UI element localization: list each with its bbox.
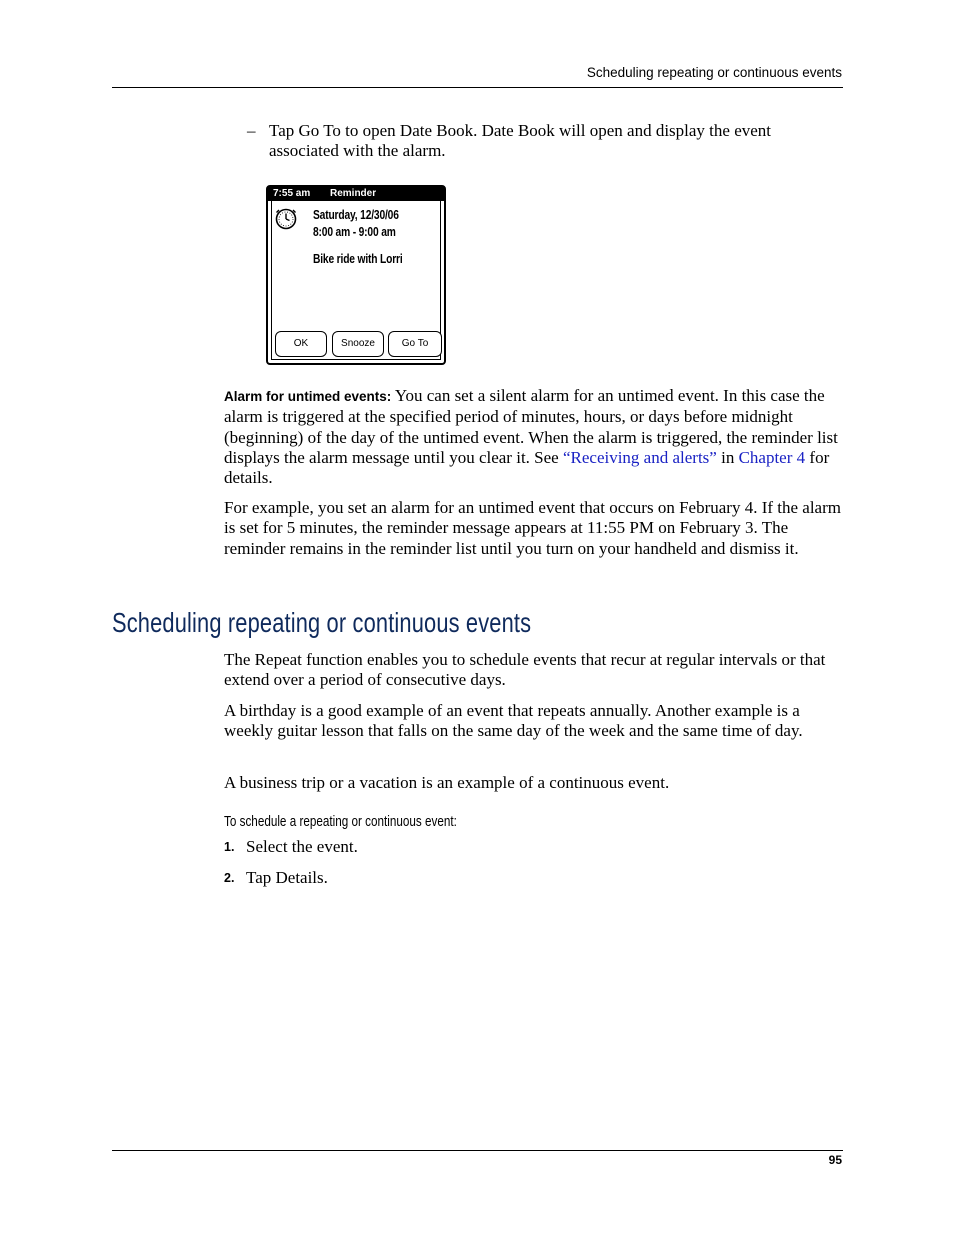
- reminder-event-description: Bike ride with Lorri: [313, 252, 403, 266]
- alarm-clock-icon: [275, 208, 297, 230]
- snooze-button[interactable]: Snooze: [332, 331, 384, 357]
- receiving-alerts-link[interactable]: “Receiving and alerts”: [562, 447, 717, 467]
- birthday-paragraph: A birthday is a good example of an event that repeats annually. Another example is a weekly guitar lesson that falls on the same day of the week and the same time of day.: [224, 701, 803, 741]
- alarm-untimed-paragraph: [224, 386, 842, 488]
- reminder-title: Reminder: [330, 188, 377, 199]
- repeat-intro-paragraph: The Repeat function enables you to schedule events that recur at regular intervals or that extend over a period of consecutive days.: [224, 650, 826, 690]
- step-text: Select the event.: [246, 837, 358, 856]
- procedure-heading: To schedule a repeating or continuous event:: [224, 813, 457, 830]
- page-number: 95: [828, 1153, 842, 1167]
- run-in-heading: Alarm for untimed events:: [224, 389, 392, 404]
- continuous-paragraph: A business trip or a vacation is an example of a continuous event.: [224, 773, 670, 792]
- dash-marker: –: [247, 121, 256, 140]
- paragraph-text: for details.: [224, 447, 830, 488]
- step-number: 1.: [224, 840, 235, 854]
- paragraph-text: in: [716, 447, 739, 467]
- chapter-4-link[interactable]: Chapter 4: [738, 447, 806, 467]
- reminder-screen-figure: [266, 185, 446, 365]
- header-rule: [112, 87, 843, 88]
- section-heading: Scheduling repeating or continuous events: [112, 607, 532, 638]
- reminder-time: 7:55 am: [273, 188, 311, 199]
- example-paragraph: For example, you set an alarm for an untimed event that occurs on February 4. If the alarm is set for 5 minutes, the reminder message appears at 11:55 PM on February 3. The reminder remains in the reminder list until you turn on your handheld and dismiss it.: [224, 498, 841, 558]
- go-to-button[interactable]: Go To: [388, 331, 442, 357]
- bullet-text: Tap Go To to open Date Book. Date Book will open and display the event associated with the alarm.: [269, 121, 772, 161]
- reminder-title-bar: [268, 187, 444, 201]
- ok-button[interactable]: OK: [275, 331, 327, 357]
- reminder-date: Saturday, 12/30/06: [313, 208, 399, 222]
- step-number: 2.: [224, 871, 235, 885]
- step-text: Tap Details.: [246, 868, 328, 887]
- paragraph-text: You can set a silent alarm for an untimed event. In this case the alarm is triggered at the specified period of minutes, hours, or days before midnight (beginning) of the day of the untimed event. When the alarm is triggered, the reminder list displays the alarm message until you clear it. See: [224, 386, 838, 467]
- reminder-time-range: 8:00 am - 9:00 am: [313, 225, 396, 239]
- footer-rule: [112, 1150, 843, 1151]
- running-head: Scheduling repeating or continuous events: [586, 65, 842, 80]
